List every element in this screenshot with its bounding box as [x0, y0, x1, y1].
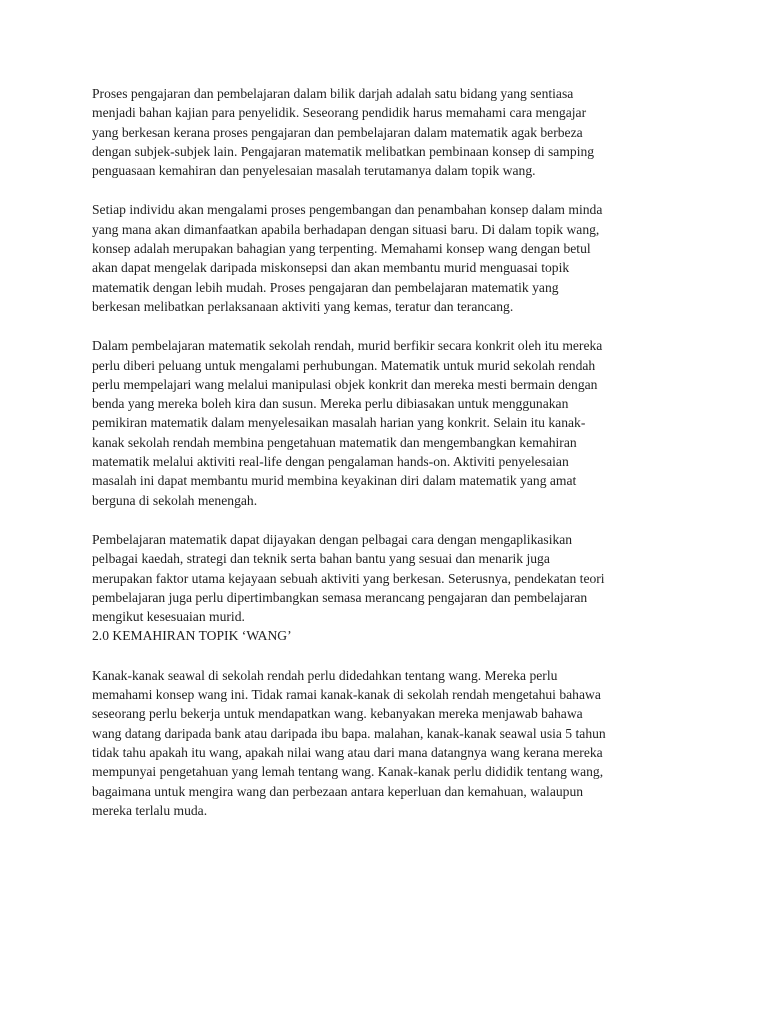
- paragraph-money-skills: Kanak-kanak seawal di sekolah rendah perlu didedahkan tentang wang. Mereka perlu memahami konsep wang ini. Tidak ramai kanak-kanak di sekolah rendah mengetahui bahawa seseorang perlu bekerja untuk mendapatkan wang. kebanyakan mereka menjawab bahawa wang datang daripada bank atau daripada ibu bapa. malahan, kanak-kanak seawal usia 5 tahun tidak tahu apakah itu wang, apakah nilai wang atau dari mana datangnya wang kerana mereka mempunyai pengetahuan yang lemah tentang wang. Kanak-kanak perlu dididik tentang wang, bagaimana untuk mengira wang dan perbezaan antara keperluan dan kemahuan, walaupun mereka terlalu muda.: [92, 667, 606, 818]
- paragraph-intro: Proses pengajaran dan pembelajaran dalam bilik darjah adalah satu bidang yang sentiasa menjadi bahan kajian para penyelidik. Seseorang pendidik harus memahami cara mengajar yang berkesan kerana proses pengajaran dan pembelajaran dalam matematik agak berbeza dengan subjek-subjek lain. Pengajaran matematik melibatkan pembinaan konsep di samping penguasaan kemahiran dan penyelesaian masalah terutamanya dalam topik wang.: [92, 86, 595, 179]
- section-heading: 2.0 KEMAHIRAN TOPIK ‘WANG’: [92, 628, 292, 644]
- paragraph-concept: Setiap individu akan mengalami proses pengembangan dan penambahan konsep dalam minda yang mana akan dimanfaatkan apabila berhadapan dengan situasi baru. Di dalam topik wang, konsep adalah merupakan bahagian yang terpenting. Memahami konsep wang dengan betul akan dapat mengelak daripada miskonsepsi dan akan membantu murid menguasai topik matematik dengan lebih mudah. Proses pengajaran dan pembelajaran matematik yang berkesan melibatkan perlaksanaan aktiviti yang kemas, teratur dan terancang.: [92, 202, 603, 314]
- paragraph-teaching-methods: Pembelajaran matematik dapat dijayakan dengan pelbagai cara dengan mengaplikasikan pelbagai kaedah, strategi dan teknik serta bahan bantu yang sesuai dan menarik juga merupakan faktor utama kejayaan sebuah aktiviti yang berkesan. Seterusnya, pendekatan teori pembelajaran juga perlu dipertimbangkan semasa merancang pengajaran dan pembelajaran mengikut kesesuaian murid.: [92, 531, 605, 625]
- document-page: [92, 84, 682, 840]
- paragraph-primary-school: Dalam pembelajaran matematik sekolah rendah, murid berfikir secara konkrit oleh itu mereka perlu diberi peluang untuk mengalami perhubungan. Matematik untuk murid sekolah rendah perlu mempelajari wang melalui manipulasi objek konkrit dan mereka mesti bermain dengan benda yang mereka boleh kira dan susun. Mereka perlu dibiasakan untuk menggunakan pemikiran matematik dalam menyelesaikan masalah harian yang konkrit. Selain itu kanak- kanak sekolah rendah membina pengetahuan matematik dan mengembangkan kemahiran matematik melalui aktiviti real-life dengan pengalaman hands-on. Aktiviti penyelesaian masalah ini dapat membantu murid membina keyakinan diri dalam matematik yang amat berguna di sekolah menengah.: [92, 338, 603, 508]
